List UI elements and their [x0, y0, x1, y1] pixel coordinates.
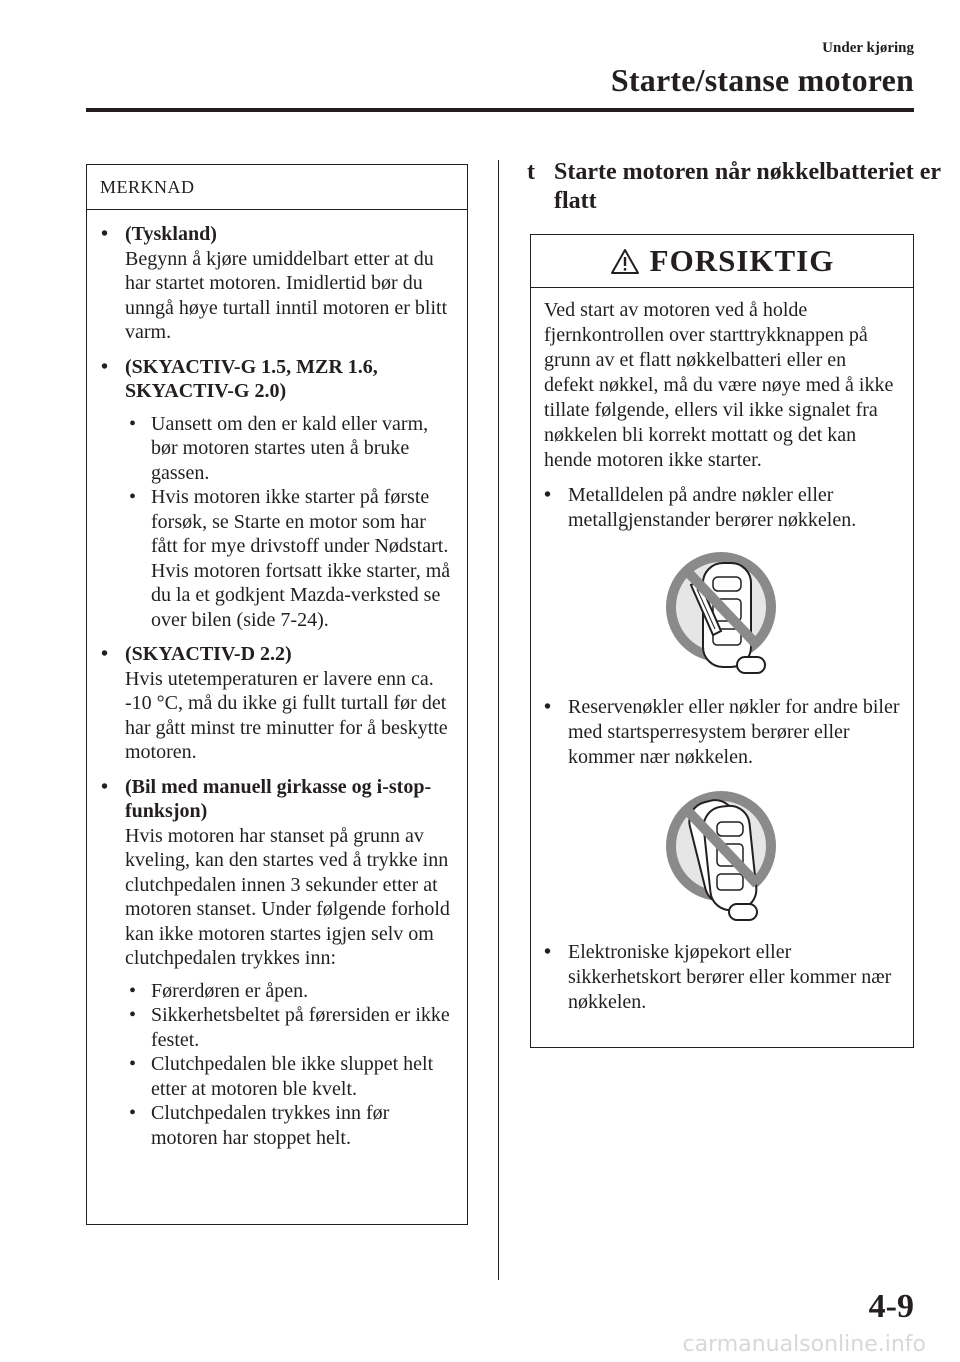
list-item — [125, 1101, 455, 1150]
note-item-heading: (Tyskland) — [125, 223, 217, 245]
note-item-manual-istop — [101, 775, 455, 1151]
caution-header — [531, 235, 913, 288]
bullet-icon: • — [101, 643, 109, 665]
bullet-icon: • — [129, 1004, 137, 1026]
caution-item-text: Reservenøkler eller nøkler for andre biler med startsperresystem berører eller kommer nær nøkkelen. — [568, 696, 900, 768]
page-title: Starte/stanse motoren — [610, 62, 914, 98]
note-sub-list — [125, 412, 455, 633]
note-item-skyactiv-g — [101, 355, 455, 633]
list-item-text: Clutchpedalen ble ikke sluppet helt etter at motoren ble kvelt. — [151, 1053, 434, 1100]
caution-item-spare-keys — [544, 695, 901, 770]
note-sub-list — [125, 979, 455, 1151]
bullet-icon: • — [544, 484, 552, 506]
two-keys-illustration — [663, 786, 783, 926]
caution-item-metal — [544, 483, 901, 533]
warning-triangle-icon — [610, 248, 640, 275]
note-box — [86, 164, 468, 1225]
header-rule — [86, 108, 914, 112]
bullet-icon: • — [129, 1053, 137, 1075]
list-item — [125, 1003, 455, 1052]
page-number: 4-9 — [868, 1288, 914, 1325]
watermark: carmanualsonline.info — [682, 1332, 926, 1357]
list-item — [125, 1052, 455, 1101]
caution-item-text: Elektroniske kjøpekort eller sikkerhetskort berører eller kommer nær nøkkelen. — [568, 941, 892, 1013]
note-body — [87, 210, 467, 1150]
caution-item-text: Metalldelen på andre nøkler eller metallgjenstander berører nøkkelen. — [568, 484, 857, 531]
section-heading-text: Starte motoren når nøkkelbatteriet er flatt — [554, 159, 941, 214]
list-item-text: Sikkerhetsbeltet på førersiden er ikke festet. — [151, 1004, 450, 1051]
note-item-germany — [101, 222, 455, 345]
note-item-text: Begynn å kjøre umiddelbart etter at du har startet motoren. Imidlertid bør du unngå høye turtall inntil motoren er blitt varm. — [125, 247, 448, 343]
column-divider — [498, 160, 499, 1280]
bullet-icon: • — [544, 941, 552, 963]
key-with-metal-object-illustration — [663, 549, 783, 681]
bullet-icon: • — [129, 486, 137, 508]
bullet-icon: • — [101, 223, 109, 245]
note-title: MERKNAD — [87, 165, 467, 210]
list-item — [125, 485, 455, 632]
bullet-icon: • — [101, 355, 109, 378]
caution-title: FORSIKTIG — [649, 243, 835, 278]
caution-intro: Ved start av motoren ved å holde fjernkontrollen over starttrykknappen på grunn av et flatt nøkkelbatteri eller en defekt nøkkel, må du være nøye med å ikke tillate følgende, ellers vil ikke signalet fra nøkkelen bli korrekt mottatt og det kan hende motoren ikke starter. — [544, 299, 894, 471]
caution-body — [531, 288, 913, 1015]
bullet-icon: • — [129, 1102, 137, 1124]
note-item-skyactiv-d — [101, 642, 455, 765]
list-item-text: Clutchpedalen trykkes inn før motoren har stoppet helt. — [151, 1102, 390, 1149]
list-item-text: Førerdøren er åpen. — [151, 979, 309, 1002]
list-item — [125, 979, 455, 1004]
section-marker-icon: t — [527, 159, 535, 185]
note-item-text: Hvis motoren har stanset på grunn av kveling, kan den startes ved å trykke inn clutchpedalen innen 3 sekunder etter at motoren stanset. Under følgende forhold kan ikke motoren startes igjen selv om clutchpedalen trykkes inn: — [125, 824, 450, 969]
list-item-text: Hvis motoren ikke starter på første forsøk, se Starte en motor som har fått for mye drivstoff under Nødstart. Hvis motoren fortsatt ikke starter, må du la et godkjent Mazda-verksted se over bilen (side 7-24). — [151, 486, 451, 631]
bullet-icon: • — [129, 979, 137, 1002]
bullet-icon: • — [544, 696, 552, 718]
caution-box — [530, 234, 914, 1048]
caution-item-cards — [544, 940, 901, 1015]
list-item-text: Uansett om den er kald eller varm, bør motoren startes uten å bruke gassen. — [151, 412, 429, 484]
note-item-heading: (SKYACTIV-D 2.2) — [125, 643, 292, 665]
list-item — [125, 412, 455, 486]
bullet-icon: • — [129, 412, 137, 435]
note-item-heading: (SKYACTIV-G 1.5, MZR 1.6, SKYACTIV-G 2.0) — [125, 355, 378, 402]
section-heading — [527, 158, 960, 216]
note-item-heading: (Bil med manuell girkasse og i-stop-funksjon) — [125, 775, 432, 822]
chapter-label: Under kjøring — [822, 40, 914, 56]
note-item-text: Hvis utetemperaturen er lavere enn ca. -10 °C, må du ikke gi fullt turtall før det har gått minst tre minutter for å beskytte motoren. — [125, 667, 448, 763]
bullet-icon: • — [101, 775, 109, 798]
